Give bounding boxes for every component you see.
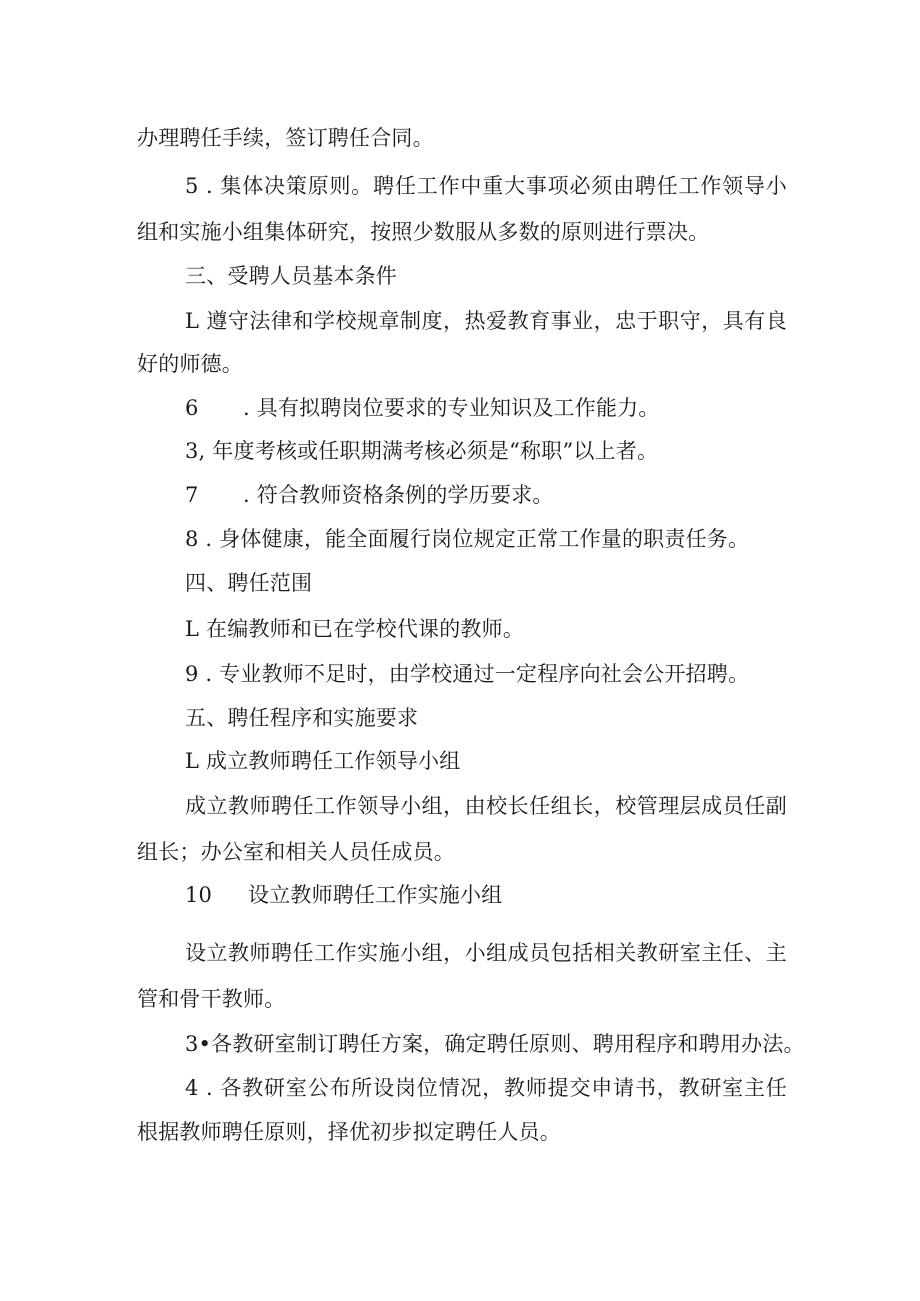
list-item-text: . 符合教师资格条例的学历要求。 — [243, 483, 554, 507]
paragraph-line: 组长；办公室和相关人员任成员。 — [137, 840, 455, 864]
list-item — [185, 880, 502, 910]
list-item: L 成立教师聘任工作领导小组 — [185, 749, 461, 773]
list-item: L 在编教师和已在学校代课的教师。 — [185, 617, 525, 641]
paragraph-line: 办理聘任手续，签订聘任合同。 — [137, 126, 434, 150]
list-item: 9 . 专业教师不足时，由学校通过一定程序向社会公开招聘。 — [185, 662, 750, 686]
paragraph-line: 根据教师聘任原则，择优初步拟定聘任人员。 — [137, 1120, 561, 1144]
paragraph-line: 设立教师聘任工作实施小组，小组成员包括相关教研室主任、主 — [185, 941, 787, 965]
list-item-text: . 具有拟聘岗位要求的专业知识及工作能力。 — [243, 396, 660, 420]
list-item — [185, 393, 660, 423]
list-item — [185, 480, 554, 510]
paragraph-line: 5 . 集体决策原则。聘任工作中重大事项必须由聘任工作领导小 — [185, 174, 787, 198]
list-item-text: 设立教师聘任工作实施小组 — [248, 883, 503, 907]
paragraph-line: 管和骨干教师。 — [137, 987, 286, 1011]
list-item-number: 6 — [185, 396, 199, 420]
paragraph-line: 4 . 各教研室公布所设岗位情况，教师提交申请书，教研室主任 — [185, 1076, 787, 1100]
paragraph-line: 组和实施小组集体研究，按照少数服从多数的原则进行票决。 — [137, 220, 710, 244]
list-item-number: 7 — [185, 483, 199, 507]
paragraph-line: 成立教师聘任工作领导小组，由校长任组长，校管理层成员任副 — [185, 794, 787, 818]
section-heading: 三、受聘人员基本条件 — [185, 264, 397, 288]
section-heading: 四、聘任范围 — [185, 571, 313, 595]
list-item: 3•各教研室制订聘任方案，确定聘任原则、聘用程序和聘用办法。 — [185, 1032, 805, 1056]
section-heading: 五、聘任程序和实施要求 — [185, 706, 419, 730]
list-item: 8 . 身体健康，能全面履行岗位规定正常工作量的职责任务。 — [185, 527, 750, 551]
paragraph-line: L 遵守法律和学校规章制度，热爱教育事业，忠于职守，具有良 — [185, 309, 787, 333]
paragraph-line: 好的师德。 — [137, 352, 243, 376]
list-item-number: 10 — [185, 883, 213, 907]
list-item: 3, 年度考核或任职期满考核必须是“称职”以上者。 — [185, 439, 659, 463]
